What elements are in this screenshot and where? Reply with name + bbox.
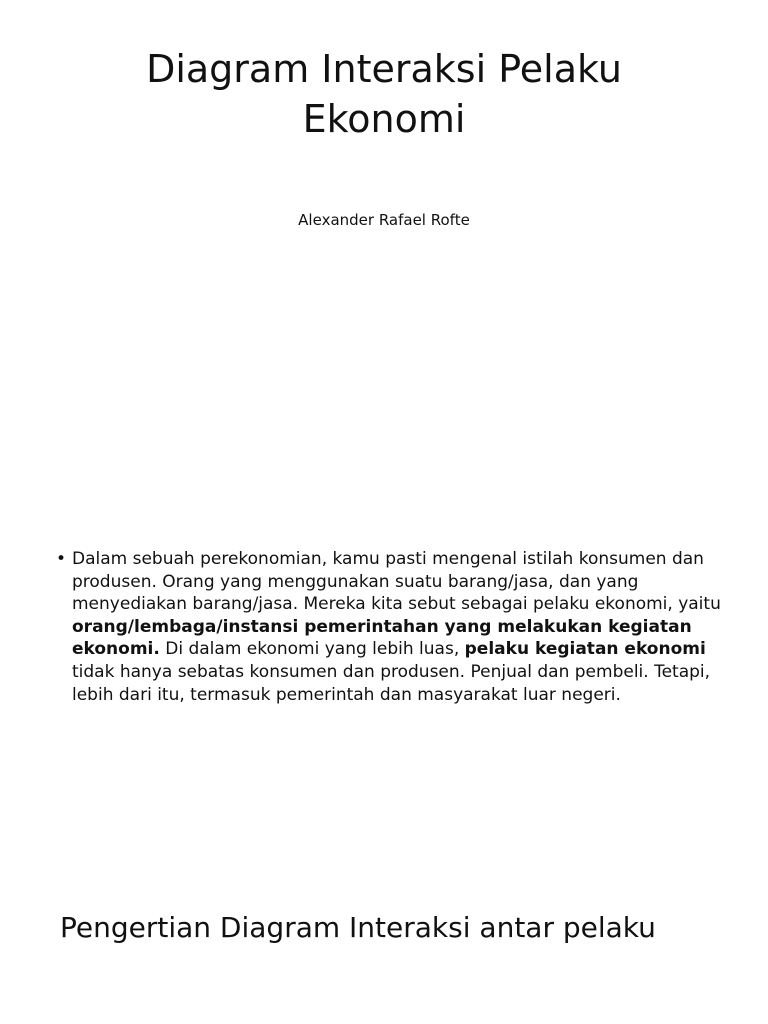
section-heading: Pengertian Diagram Interaksi antar pelaku xyxy=(60,911,656,944)
paragraph-text-2: Di dalam ekonomi yang lebih luas, xyxy=(159,639,465,660)
slide-title: Diagram Interaksi Pelaku Ekonomi xyxy=(146,47,622,141)
paragraph-text-3: tidak hanya sebatas konsumen dan produsen. Penjual dan pembeli. Tetapi, lebih dari itu, termasuk pemerintah dan masyarakat luar negeri. xyxy=(72,661,711,705)
bullet-text xyxy=(72,548,746,706)
bullet-icon: • xyxy=(56,549,67,569)
author-name: Alexander Rafael Rofte xyxy=(298,211,470,229)
paragraph-text-1: Dalam sebuah perekonomian, kamu pasti mengenal istilah konsumen dan produsen. Orang yang menggunakan suatu barang/jasa, dan yang menyediakan barang/jasa. Mereka kita sebut sebagai pelaku ekonomi, yaitu xyxy=(72,549,721,615)
paragraph-bold-1: orang/lembaga/instansi pemerintahan yang melakukan kegiatan ekonomi. xyxy=(72,616,692,660)
bullet-paragraph xyxy=(56,548,746,706)
paragraph-bold-2: pelaku kegiatan ekonomi xyxy=(464,639,706,660)
